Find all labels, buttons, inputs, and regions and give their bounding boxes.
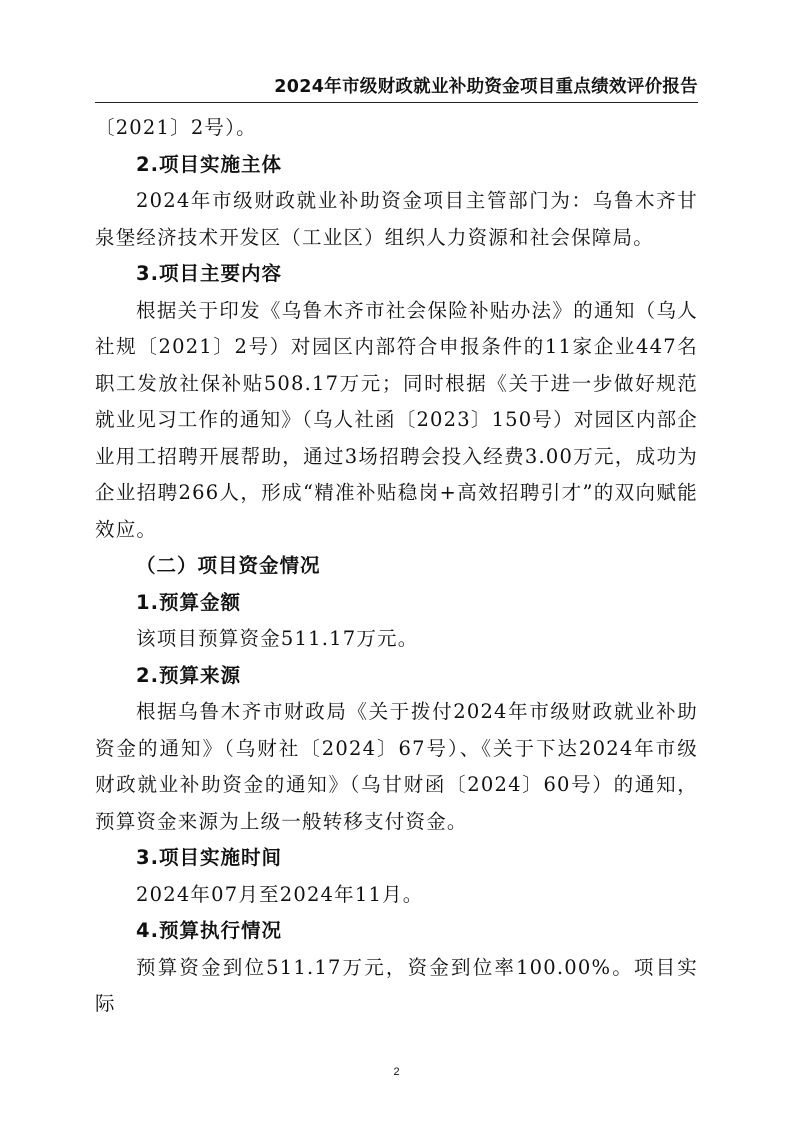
paragraph-implementation-time: 2024年07月至2024年11月。: [136, 882, 424, 906]
paragraph-budget-execution: 预算资金到位511.17万元，资金到位率100.00%。项目实际: [95, 955, 698, 1015]
heading-project-funds: （二）项目资金情况: [136, 554, 321, 577]
paragraph-budget-source: 根据乌鲁木齐市财政局《关于拨付2024年市级财政就业补助资金的通知》（乌财社〔2024〕67号）、《关于下达2024年市级财政就业补助资金的通知》（乌甘财函〔2024〕60号）的通知，预算资金来源为上级一般转移支付资金。: [95, 700, 698, 833]
paragraph-implementer: 2024年市级财政就业补助资金项目主管部门为：乌鲁木齐甘泉堡经济技术开发区（工业区）组织人力资源和社会保障局。: [95, 189, 698, 249]
paragraph-main-content: 根据关于印发《乌鲁木齐市社会保险补贴办法》的通知（乌人社规〔2021〕2号）对园区内部符合申报条件的11家企业447名职工发放社保补贴508.17万元；同时根据《关于进一步做好规范就业见习工作的通知》（乌人社函〔2023〕150号）对园区内部企业用工招聘开展帮助，通过3场招聘会投入经费3.00万元，成功为企业招聘266人，形成“精准补贴稳岗+高效招聘引才”的双向赋能效应。: [95, 298, 698, 541]
report-title: 2024年市级财政就业补助资金项目重点绩效评价报告: [274, 77, 698, 97]
heading-budget-amount: 1.预算金额: [136, 590, 241, 614]
page-number: 2: [393, 1066, 400, 1078]
paragraph-budget-amount: 该项目预算资金511.17万元。: [136, 627, 419, 650]
heading-budget-execution: 4.预算执行情况: [136, 919, 282, 942]
paragraph-continued: 〔2021〕2号）。: [95, 116, 257, 139]
heading-main-content: 3.项目主要内容: [136, 262, 282, 285]
heading-budget-source: 2.预算来源: [136, 663, 241, 687]
page-header: [95, 72, 698, 103]
heading-implementation-time: 3.项目实施时间: [136, 846, 282, 869]
document-body: [95, 110, 698, 1023]
heading-implementer: 2.项目实施主体: [136, 152, 282, 176]
